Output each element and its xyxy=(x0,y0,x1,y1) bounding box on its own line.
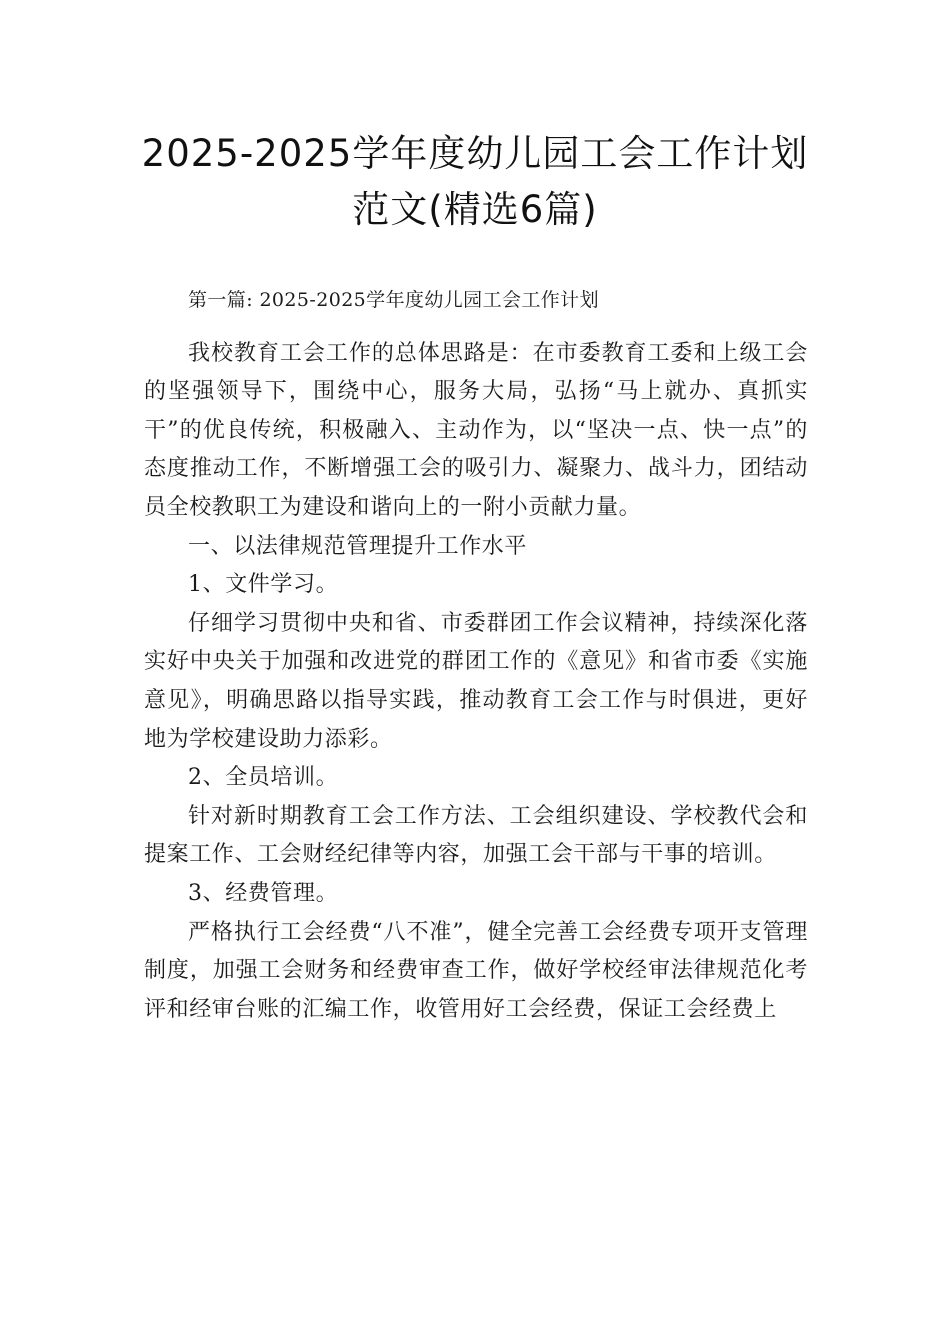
document-title xyxy=(0,126,950,238)
paragraph: 严格执行工会经费“八不准”，健全完善工会经费专项开支管理制度，加强工会财务和经费审查工作，做好学校经审法律规范化考评和经审台账的汇编工作，收管用好工会经费，保证工会经费上 xyxy=(144,919,808,1022)
paragraph: 我校教育工会工作的总体思路是：在市委教育工委和上级工会的坚强领导下，围绕中心，服务大局，弘扬“马上就办、真抓实干”的优良传统，积极融入、主动作为，以“坚决一点、快一点”的态度推动工作，不断增强工会的吸引力、凝聚力、战斗力，团结动员全校教职工为建设和谐向上的一附小贡献力量。 xyxy=(144,340,808,520)
document-body xyxy=(144,281,808,1029)
paragraph: 针对新时期教育工会工作方法、工会组织建设、学校教代会和提案工作、工会财经纪律等内容，加强工会干部与干事的培训。 xyxy=(144,803,808,868)
title-line-2: 范文(精选6篇) xyxy=(352,188,598,231)
subsection-heading: 1、文件学习。 xyxy=(188,572,339,598)
subsection-heading: 2、全员培训。 xyxy=(188,765,339,791)
chapter-heading: 第一篇: 2025-2025学年度幼儿园工会工作计划 xyxy=(188,289,599,311)
paragraph: 仔细学习贯彻中央和省、市委群团工作会议精神，持续深化落实好中央关于加强和改进党的群团工作的《意见》和省市委《实施意见》，明确思路以指导实践，推动教育工会工作与时俱进，更好地为学校建设助力添彩。 xyxy=(144,610,808,752)
subsection-heading: 3、经费管理。 xyxy=(188,880,339,906)
section-heading: 一、以法律规范管理提升工作水平 xyxy=(188,533,528,559)
title-line-1: 2025-2025学年度幼儿园工会工作计划 xyxy=(141,132,809,175)
